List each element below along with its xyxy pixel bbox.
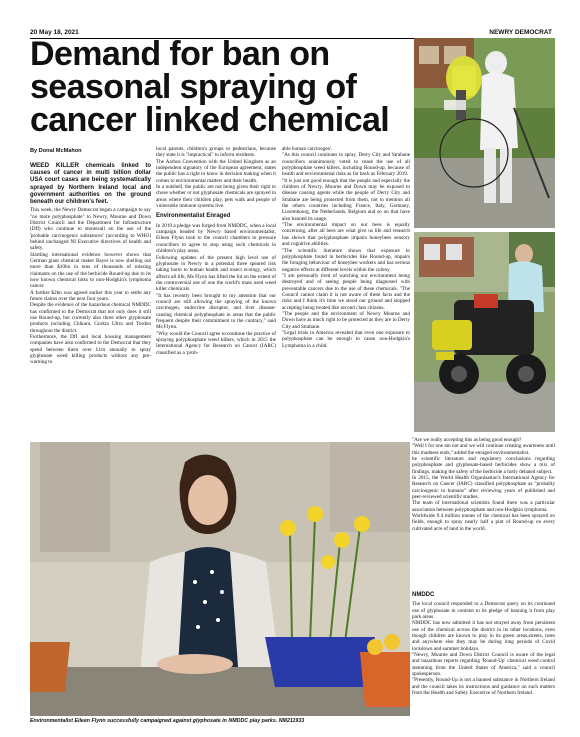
photo-caption: Environmentalist Eileen Flynn successfully campaigned against glyphosate in NMDDC play parks. NM211933	[30, 718, 305, 724]
subheading-nmddc: NMDDC	[412, 592, 435, 598]
main-photo-illustration	[30, 442, 410, 716]
lead-text: chemicals linked to causes of cancer in multi billion dollar USA court cases are being systematically sprayed by Northern Ireland local and government authorities on the ground beneath our children's feet.	[30, 163, 151, 206]
paragraph: local parents, children's groups or pedestrians, because they state it is "impractical" to inform residents.	[156, 146, 276, 159]
byline: By Donal McMahon	[30, 148, 82, 154]
paragraph: "Legal trials in America revealed that even one exposure to polyphosphate can be enough to cause non-Hodgkin's Lymphoma in a child.	[282, 329, 410, 349]
sprayer-illustration	[414, 38, 555, 228]
paragraph: "The people and the environment of Newry Mourne and Down have as much right to be protected as they are in Derry City and Strabane.	[282, 310, 410, 330]
paragraph: Following updates of the present high level use of glyphosate in Newry in a potential three speared risk taking harm to human health and insect ecology, which affects all life, Ms Flynn has lifted the lid on the extent of the controversial use of one the world's mass used weed killer chemicals.	[156, 254, 276, 293]
paragraph: "It has recently been brought to my attention that our council are still allowing the spraying of the known carcinogen, endocrine disruptor, and liver disease-causing chemical polyphosphate in areas that the public frequent despite their commitment to the contrary," said Ms Flynn.	[156, 292, 276, 331]
paragraph: In 2019 a pledge was forged from NMDDC, when a local campaign headed by Newry based environmentalist, Eileen Flynn took to the council chambers to pressure councillors to agree to stop using such chemicals in children's play areas.	[156, 222, 276, 255]
paragraph: Despite the evidence of the hazardous chemical NMDDC has confirmed to the Democrat that not only does it still use Round-up, but currently also three other glyphosate products including Chikara, Gorkin Ultra and Tordon throughout the district.	[30, 302, 151, 334]
article-column-4	[412, 437, 555, 567]
paragraph: In a nutshell, the public are not being given their right to chose whether or not glyphosate chemicals are sprayed in areas where their children play, pets walk and people of vulnerable immune systems live.	[156, 184, 276, 210]
paragraph: "The scientific literature shows that exposure to polyphosphate found in herbicides like Round-up, impairs the foraging behaviour of honeybee workers and has serious negative effects at different levels within the colony.	[282, 247, 410, 273]
photo-sprayer-worker	[414, 38, 555, 228]
paragraph: "Why would the Council agree to continue the practice of spraying polyphosphate weed killers, which in 2015 the International Agency for Research on Cancer (IARC) classified as a 'prob-	[156, 330, 276, 356]
lead-paragraph	[30, 162, 151, 206]
headline: Demand for ban on seasonal spraying of cancer linked chemical	[30, 35, 390, 139]
photo-tractor-worker	[414, 232, 555, 432]
paragraph: "Well I for one am not and we will continue creating awareness until this madness ends," added the enraged environmentalist.	[412, 443, 555, 456]
paragraph: "Are we really accepting this as being good enough?	[412, 437, 522, 443]
paragraph: This week, the Newry Democrat began a campaign to say "no more polyphosphate" to Newry, Mourne and Down District Council and the Department for Infrastructure (DfI) who continue to stonewall on the use of the 'probable carcinogenic substances' (according to WHO) behind unchanged NI Executive directives of health and safety.	[30, 207, 151, 252]
paragraph: NMDDC has now admitted it has not strayed away from persistent use of the chemical across the district in its other locations, even though children are known to play in its green areas,streets, trees and anywhere else they may be during long periods of Covid lockdown and summer holidays.	[412, 620, 555, 652]
lead-caps: WEED KILLER	[30, 162, 80, 169]
article-column-1	[30, 162, 151, 437]
page-date: 20 May 18, 2021	[30, 29, 79, 36]
newspaper-name: NEWRY DEMOCRAT	[489, 29, 552, 36]
paragraph: "Presently, Round-Up is not a banned substance in Northern Ireland and the council takes its instructions and guidance on such matters from the Health and Safety Executive of Northern Ireland.	[412, 677, 555, 697]
paragraph: able human carcinogen'.	[282, 146, 333, 152]
paragraph: In 2015, the World Health Organisation's International Agency for Research on Cancer (IARC) classified polyphosphate as "probably carcinogenic to humans" after reviewing years of published and peer-reviewed scientific studies.	[412, 475, 555, 501]
paragraph: he scientific literature and regulatory conclusions regarding polyphosphate and glyphosate-based herbicides show a mix of findings, making the safety of the herbicide a hotly debated subject.	[412, 456, 555, 475]
paragraph: Furthermore, the DfI and local housing management companies have also confirmed to the Democrat that they spend between them over £1m annually to spray glyphosate weed killing products without any pre-warning to	[30, 334, 151, 366]
paragraph: "It is just not good enough that the people and especially the children of Newry, Mourne and Down may be exposed to disease causing agents while the people of Derry City and Strabane are being protected from them, not to mention all the others countries including France, Italy, Germany, Luxembourg, the Netherlands, Belgium and so on that have also banned its usage.	[282, 177, 410, 222]
photo-eileen-flynn	[30, 442, 410, 716]
article-column-3	[282, 146, 410, 441]
paragraph: Worldwide 9.4 million tonnes of the chemical has been sprayed on fields, enough to spray nearly half a pint of Round-up on every cultivated acre of land in the world.	[412, 513, 555, 532]
paragraph: Startling international evidence however shows that German giant chemical maker Bayer is now shelling out more than $10bn in tens of thousands of missing claimants on the use of the herbicide Round-up due to its now known chemical links to non-Hodgkin's lymphoma cancer.	[30, 251, 151, 290]
paragraph: The Aarhus Convention with the United Kingdom as an independent signatory of the European agreement, states the public has a right to know in decision making when it comes to environmental matters and their health.	[156, 158, 276, 184]
paragraph: A further $2bn was agreed earlier this year to settle any future claims over the next four years.	[30, 289, 151, 303]
paragraph: "Newry, Mourne and Down District Council is aware of the legal and hazardous reports regarding 'Round-Up' chemical weed control stemming from the United States of America," said a council spokesperson.	[412, 652, 555, 678]
paragraph: "I am personally tired of watching our environment being destroyed and of seeing people being diagnosed with preventable cancers due to the use of these chemicals. "The Council cannot claim it is not aware of these facts and the risks and I think it's time we stood our ground and stopped accepting being treated like second class citizens.	[282, 272, 410, 311]
article-column-2	[156, 146, 276, 441]
paragraph: "As this council continues to spray, Derry City and Strabane councillors unanimously voted to cease the use of all polyphosphate weed killers, including Round-up, because of health and environmental risks as far back as February 2019.	[282, 152, 410, 178]
paragraph: The local council responded to a Democrat query on its continued use of glyphosate in contrast to its pledge of banning it from play park areas.	[412, 601, 555, 621]
paragraph: The team of international scientists found there was a particular association between polyphosphate and non-Hodgkin lymphoma.	[412, 500, 555, 513]
paragraph: "The environmental impact on our bees is equally concerning, after all bees are what give us life and research has shown that polyphosphate impairs honeybees sensory and cognitive abilities.	[282, 222, 410, 248]
tractor-illustration	[414, 232, 555, 432]
article-column-5	[412, 588, 555, 723]
subheading-environmentalist: Environmentalist Enraged	[156, 213, 231, 220]
